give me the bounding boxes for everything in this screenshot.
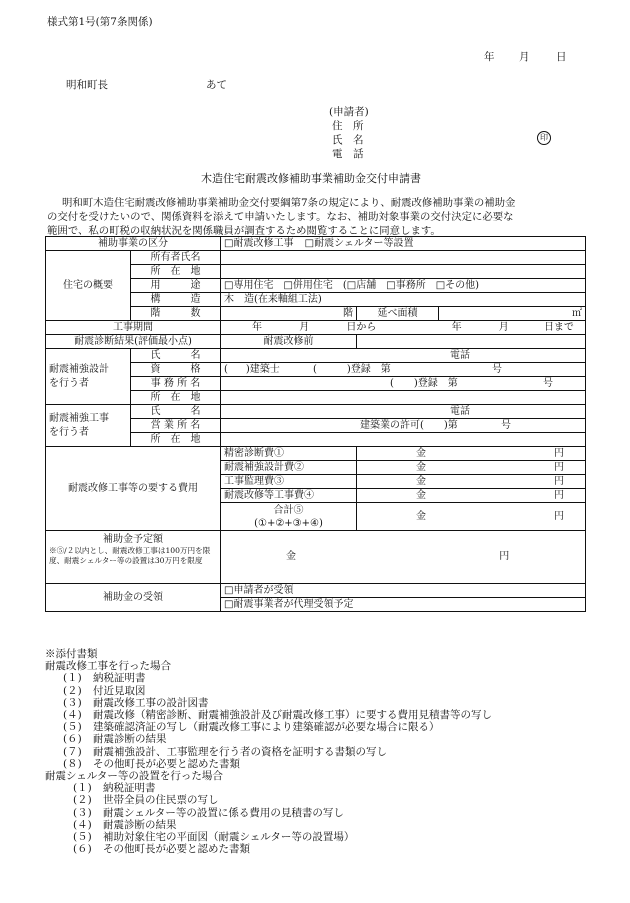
seal-icon: 印 bbox=[537, 131, 551, 145]
cost-item-1-field[interactable]: 金 円 bbox=[357, 447, 586, 461]
checkbox-proxy-receipt[interactable]: □耐震事業者が代理受領予定 bbox=[221, 598, 586, 612]
cost-item-3-field[interactable]: 金 円 bbox=[357, 475, 586, 489]
project-type-row bbox=[46, 237, 586, 251]
applicant-phone-label: 電 話 bbox=[332, 148, 364, 160]
attachments-heading: ※添付書類 bbox=[45, 648, 98, 660]
attachments-list bbox=[45, 648, 492, 855]
builder-section-label: 耐震補強工事 を行う者 bbox=[46, 405, 131, 447]
construction-period-label: 工事期間 bbox=[46, 321, 221, 335]
floor-area-field[interactable] bbox=[439, 307, 586, 321]
list-item: (１) 納税証明書 bbox=[73, 782, 156, 795]
list-item: (６) 耐震診断の結果 bbox=[63, 733, 167, 746]
designer-office-field[interactable]: ( )登録 第 号 bbox=[221, 377, 586, 391]
designer-qualification-label: 資 格 bbox=[131, 363, 221, 377]
receipt-label: 補助金の受領 bbox=[46, 584, 221, 612]
builder-location-label: 所 在 地 bbox=[131, 433, 221, 447]
addressee-suffix: あて bbox=[206, 79, 227, 91]
cost-section-label: 耐震改修工事等の要する費用 bbox=[46, 447, 221, 531]
designer-location-label: 所 在 地 bbox=[131, 391, 221, 405]
house-use-options[interactable]: □専用住宅 □併用住宅 (□店舗 □事務所 □その他) bbox=[221, 279, 586, 293]
designer-location-field[interactable] bbox=[221, 391, 586, 405]
applicant-name-label: 氏 名 bbox=[332, 134, 364, 146]
list-item: (５) 建築確認済証の写し（耐震改修工事により建築確認が必要な場合に限る） bbox=[63, 721, 440, 734]
owner-name-field[interactable] bbox=[221, 251, 586, 265]
checkbox-applicant-receives[interactable]: □申請者が受領 bbox=[221, 584, 586, 598]
floor-area-label: 延べ面積 bbox=[357, 307, 439, 321]
subsidy-label-cell bbox=[46, 531, 221, 584]
cost-item-1-label: 精密診断費① bbox=[221, 447, 357, 461]
list-item: (２) 付近見取図 bbox=[63, 684, 146, 697]
checkbox-seismic-retrofit[interactable]: □耐震改修工事 bbox=[224, 237, 294, 249]
period-to: 日まで bbox=[543, 321, 574, 333]
house-floors-label: 階 数 bbox=[131, 307, 221, 321]
designer-section-label: 耐震補強設計 を行う者 bbox=[46, 349, 131, 405]
diagnosis-before-label: 耐震改修前 bbox=[221, 335, 357, 349]
designer-qualification-field[interactable]: ( )建築士 ( )登録 第 号 bbox=[221, 363, 586, 377]
cost-item-2-label: 耐震補強設計費② bbox=[221, 461, 357, 475]
cost-item-2-field[interactable]: 金 円 bbox=[357, 461, 586, 475]
body-line-2: の交付を受けたいので、関係資料を添えて申請いたします。なお、補助対象事業の交付決定に必要な bbox=[47, 211, 514, 223]
subsidy-amount-field[interactable]: 金 円 bbox=[221, 531, 586, 584]
builder-business-label: 営 業 所 名 bbox=[131, 419, 221, 433]
designer-name-field[interactable] bbox=[221, 349, 586, 363]
house-location-field[interactable] bbox=[221, 265, 586, 279]
period-end-month: 月 bbox=[498, 321, 509, 333]
house-floors-field[interactable] bbox=[221, 307, 357, 321]
project-type-options[interactable] bbox=[221, 237, 586, 251]
cost-item-3-label: 工事監理費③ bbox=[221, 475, 357, 489]
date-year: 年 bbox=[484, 51, 495, 63]
builder-name-field[interactable] bbox=[221, 405, 586, 419]
designer-name-label: 氏 名 bbox=[131, 349, 221, 363]
list-item: (５) 補助対象住宅の平面図（耐震シェルター等の設置場） bbox=[73, 831, 355, 844]
diagnosis-result-field[interactable] bbox=[357, 335, 586, 349]
builder-name-label: 氏 名 bbox=[131, 405, 221, 419]
list-item: (３) 耐震改修工事の設計図書 bbox=[63, 696, 209, 709]
floors-unit: 階 bbox=[343, 307, 353, 319]
construction-period-field[interactable] bbox=[221, 321, 586, 335]
period-start-month: 月 bbox=[299, 321, 310, 333]
builder-license-field[interactable]: 建築業の許可( )第 号 bbox=[221, 419, 586, 433]
list-item: (８) その他町長が必要と認めた書類 bbox=[63, 757, 240, 770]
list-item: (４) 耐震改修（精密診断、耐震補強設計及び耐震改修工事）に要する費用見積書等の写し bbox=[63, 709, 492, 722]
area-unit: ㎡ bbox=[572, 307, 582, 319]
designer-office-label: 事 務 所 名 bbox=[131, 377, 221, 391]
cost-item-4-label: 耐震改修等工事費④ bbox=[221, 489, 357, 503]
applicant-heading: (申請者) bbox=[329, 106, 369, 118]
house-structure-label: 構 造 bbox=[131, 293, 221, 307]
list-item: (２) 世帯全員の住民票の写し bbox=[73, 794, 219, 807]
date-month: 月 bbox=[519, 51, 530, 63]
list-item: (４) 耐震診断の結果 bbox=[73, 818, 177, 831]
subsidy-label: 補助金予定額 bbox=[103, 534, 163, 545]
addressee-name: 明和町長 bbox=[66, 79, 108, 91]
attachments-group2-title: 耐震シェルター等の設置を行った場合 bbox=[45, 770, 223, 783]
list-item: (３) 耐震シェルター等の設置に係る費用の見積書の写し bbox=[73, 806, 344, 819]
builder-phone-label: 電話 bbox=[450, 405, 470, 417]
project-type-label: 補助事業の区分 bbox=[46, 237, 221, 251]
cost-total-label: 合計⑤ (①+②+③+④) bbox=[221, 503, 357, 531]
house-location-label: 所 在 地 bbox=[131, 265, 221, 279]
body-line-1: 明和町木造住宅耐震改修補助事業補助金交付要綱第7条の規定により、耐震改修補助事業の補助金 bbox=[62, 197, 516, 209]
period-start-year: 年 bbox=[252, 321, 262, 333]
date-day: 日 bbox=[556, 51, 567, 63]
list-item: (７) 耐震補強設計、工事監理を行う者の資格を証明する書類の写し bbox=[63, 745, 387, 758]
cost-item-4-field[interactable]: 金 円 bbox=[357, 489, 586, 503]
period-end-year: 年 bbox=[451, 321, 462, 333]
house-overview-label: 住宅の概要 bbox=[46, 251, 131, 321]
form-number: 様式第1号(第7条関係) bbox=[47, 16, 153, 28]
attachments-group1-title: 耐震改修工事を行った場合 bbox=[45, 660, 171, 673]
page-title: 木造住宅耐震改修補助事業補助金交付申請書 bbox=[201, 172, 421, 185]
house-structure-value: 木 造(在来軸組工法) bbox=[221, 293, 586, 307]
body-line-3: 範囲で、私の町税の収納状況を関係職員が調査するため閲覧することに同意します。 bbox=[47, 225, 441, 237]
cost-total-field[interactable]: 金 円 bbox=[357, 503, 586, 531]
subsidy-note: ※⑤/２以内とし、耐震改修工事は100万円を限度、耐震シェルター等の設置は30万円を限度 bbox=[49, 546, 211, 565]
diagnosis-result-label: 耐震診断結果(評価最小点) bbox=[46, 335, 221, 349]
builder-location-field[interactable] bbox=[221, 433, 586, 447]
list-item: (６) その他町長が必要と認めた書類 bbox=[73, 843, 250, 856]
designer-phone-label: 電話 bbox=[450, 349, 470, 361]
period-from: 日から bbox=[346, 321, 377, 333]
list-item: (１) 納税証明書 bbox=[63, 672, 146, 685]
owner-name-label: 所有者氏名 bbox=[131, 251, 221, 265]
application-form-table bbox=[45, 236, 586, 612]
checkbox-shelter[interactable]: □耐震シェルター等設置 bbox=[304, 237, 414, 249]
house-use-label: 用 途 bbox=[131, 279, 221, 293]
applicant-address-label: 住 所 bbox=[332, 120, 364, 132]
